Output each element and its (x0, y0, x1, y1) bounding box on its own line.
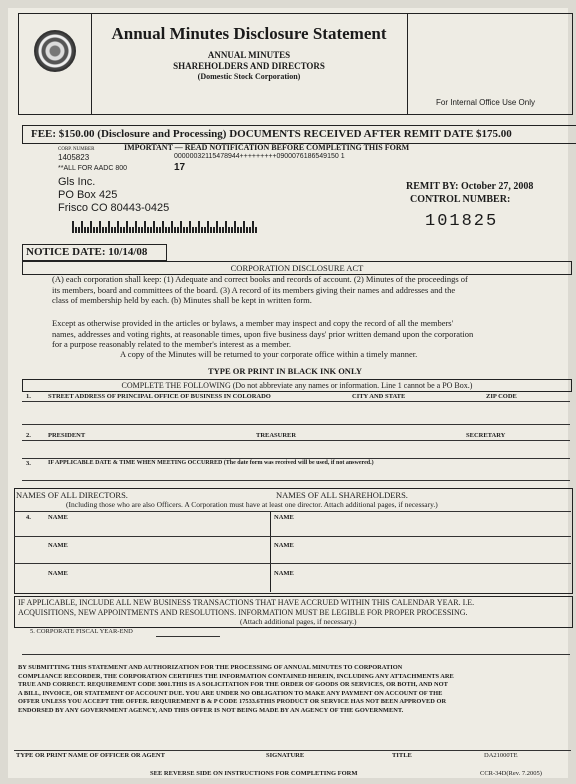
disclaimer-line: OFFER UNLESS YOU ACCEPT THE OFFER. REQUIREMENT B & P CODE 17533.6THIS PRODUCT OR SERVICE HAS NOT BEEN APPROVED OR (18, 698, 447, 705)
remit-by: REMIT BY: October 27, 2008 (406, 181, 534, 192)
barcode-bar (177, 227, 179, 233)
names-header-rule (14, 511, 571, 512)
barcode-bar (201, 227, 203, 233)
shareholder-name-input[interactable] (272, 521, 568, 535)
addressee-street: PO Box 425 (58, 189, 118, 201)
fee-banner: FEE: $150.00 (Disclosure and Processing) DOCUMENTS RECEIVED AFTER REMIT DATE $175.00 (22, 125, 576, 144)
form-subtitle-2: SHAREHOLDERS AND DIRECTORS (173, 61, 325, 71)
street-address-label: STREET ADDRESS OF PRINCIPAL OFFICE OF BUSINESS IN COLORADO (48, 393, 271, 400)
except-body (52, 318, 572, 350)
corp-number: 1405823 (58, 153, 90, 162)
shareholder-name-label: NAME (274, 570, 294, 577)
president-label: PRESIDENT (48, 432, 86, 439)
important-notice: IMPORTANT — READ NOTIFICATION BEFORE COMPLETING THIS FORM (124, 143, 410, 152)
meeting-date-label: IF APPLICABLE DATE & TIME WHEN MEETING OCCURRED (The date form was received will be used, if not answered.) (48, 460, 374, 466)
shareholder-name-input[interactable] (272, 577, 568, 590)
aadc-number: 17 (174, 162, 186, 173)
form-revision: CCR-34D(Rev. 7.2005) (480, 770, 542, 777)
office-use-label: For Internal Office Use Only (436, 98, 535, 107)
barcode-bar (240, 227, 242, 233)
barcode-bar (153, 221, 155, 233)
barcode-bar (243, 221, 245, 233)
control-number-label: CONTROL NUMBER: (410, 194, 511, 205)
disclaimer-line: A BILL, INVOICE, OR STATEMENT OF ACCOUNT DUE. YOU ARE UNDER NO OBLIGATION TO MAKE ANY PAYMENT ON ACCOUNT OF THE (18, 689, 443, 697)
names-note: (Including those who are also Officers. A Corporation must have at least one director. Attach additional pages, if necessary.) (66, 500, 438, 509)
barcode-bar (162, 221, 164, 233)
signature-label: SIGNATURE (266, 752, 305, 759)
form-subtitle-1: ANNUAL MINUTES (207, 50, 291, 60)
barcode-bar (186, 227, 188, 233)
barcode-bar (120, 227, 122, 233)
director-name-input[interactable] (16, 549, 268, 561)
title-label: TITLE (392, 752, 412, 759)
director-name-label: NAME (48, 570, 68, 577)
barcode-bar (195, 227, 197, 233)
barcode-bar (102, 227, 104, 233)
line-2-number: 2. (26, 432, 31, 439)
complete-instructions: COMPLETE THE FOLLOWING (Do not abbreviate any names or information. Line 1 cannot be a PO Box.) (22, 379, 572, 392)
form-title: Annual Minutes Disclosure Statement (111, 24, 387, 43)
barcode-bar (216, 221, 218, 233)
barcode-bar (147, 227, 149, 233)
barcode-bar (168, 227, 170, 233)
form-subtitle-3: (Domestic Stock Corporation) (197, 72, 301, 81)
barcode-bar (189, 221, 191, 233)
line-1-top-rule (22, 401, 570, 402)
barcode-bar (246, 227, 248, 233)
names-row-rule (14, 563, 571, 564)
barcode-bar (255, 227, 257, 233)
barcode-bar (96, 227, 98, 233)
director-name-input[interactable] (16, 521, 268, 535)
barcode-bar (210, 227, 212, 233)
line-1-number: 1. (26, 393, 31, 400)
barcode-bar (87, 227, 89, 233)
officer-name-label: TYPE OR PRINT NAME OF OFFICER OR AGENT (16, 752, 165, 759)
form-code: DA21000TE (484, 752, 518, 759)
postal-barcode (72, 221, 284, 233)
barcode-bar (231, 227, 233, 233)
aadc-line: **ALL FOR AADC 800 (58, 165, 127, 172)
director-name-label: NAME (48, 514, 68, 521)
transactions-line: ACQUISITIONS, NEW APPOINTMENTS AND RESOLUTIONS. INFORMATION MUST BE LEGIBLE FOR PROPER PROCESSING. (18, 607, 468, 617)
barcode-bar (237, 227, 239, 233)
barcode-bar (204, 227, 206, 233)
addressee-name: Gls Inc. (58, 176, 96, 188)
line-1-rule (22, 424, 570, 425)
seal-box (19, 14, 92, 114)
barcode-bar (198, 221, 200, 233)
barcode-bar (81, 221, 83, 233)
meeting-date-input[interactable] (22, 468, 570, 478)
barcode-bar (126, 221, 128, 233)
barcode-bar (252, 221, 254, 233)
signature-rule (14, 750, 571, 751)
barcode-bar (156, 227, 158, 233)
barcode-bar (234, 221, 236, 233)
director-name-label: NAME (48, 542, 68, 549)
control-number: 101825 (425, 212, 499, 231)
directors-header: NAMES OF ALL DIRECTORS. (16, 490, 128, 500)
line-2-top-rule (22, 440, 570, 441)
transactions-line: IF APPLICABLE, INCLUDE ALL NEW BUSINESS TRANSACTIONS THAT HAVE ACCRUED WITHIN THIS CALENDAR YEAR. I.E. (18, 598, 475, 607)
barcode-bar (213, 227, 215, 233)
barcode-bar (135, 221, 137, 233)
fiscal-year-label: 5. CORPORATE FISCAL YEAR-END (30, 628, 133, 635)
except-line: Except as otherwise provided in the articles or bylaws, a member may inspect and copy the record of all the members' (52, 318, 454, 328)
barcode-bar (123, 227, 125, 233)
except-line: for a purpose reasonably related to the member's interest as a member. (52, 339, 291, 349)
fiscal-year-rule (22, 654, 570, 655)
barcode-bar (90, 221, 92, 233)
names-divider (270, 511, 271, 592)
form-page (8, 8, 568, 778)
barcode-bar (111, 227, 113, 233)
barcode-bar (72, 221, 74, 233)
barcode-bar (249, 227, 251, 233)
names-row-rule (14, 536, 571, 537)
shareholder-name-label: NAME (274, 514, 294, 521)
officers-input[interactable] (22, 442, 570, 456)
shareholders-header: NAMES OF ALL SHAREHOLDERS. (276, 490, 408, 500)
copy-line: A copy of the Minutes will be returned to your corporate office within a timely manner. (120, 349, 418, 359)
zip-label: ZIP CODE (486, 393, 517, 400)
barcode-bar (165, 227, 167, 233)
disclaimer (18, 664, 566, 715)
office-use-box (407, 14, 573, 114)
barcode-bar (219, 227, 221, 233)
barcode-bar (93, 227, 95, 233)
director-name-input[interactable] (16, 577, 268, 590)
form-header (18, 13, 573, 115)
barcode-bar (171, 221, 173, 233)
transactions-line: (Attach additional pages, if necessary.) (240, 617, 357, 626)
barcode-bar (75, 227, 77, 233)
act-line: class of membership held by each. (b) Minutes shall be kept in written form. (52, 295, 312, 305)
officer-name-input[interactable] (14, 726, 254, 748)
barcode-bar (192, 227, 194, 233)
disclaimer-line: TRUE AND CORRECT. REQUIREMENT CODE 3001.THIS IS A SOLICITATION FOR THE ORDER OF GOODS OR SERVICES, OR BOTH, AND NOT (18, 681, 448, 688)
barcode-bar (183, 227, 185, 233)
act-body (52, 274, 572, 306)
disclaimer-line: BY SUBMITTING THIS STATEMENT AND AUTHORIZATION FOR THE PROCESSING OF ANNUAL MINUTES TO CORPORATION (18, 664, 403, 671)
seal-icon (34, 30, 76, 72)
street-address-input[interactable] (22, 403, 570, 423)
code-line: 00000032115478944+++++++++0900076186549150 1 (174, 153, 345, 160)
except-line: names, addresses and voting rights, at reasonable times, upon five business days' prior written demand upon the corporation (52, 328, 474, 339)
disclaimer-line: COMPLIANCE RECORDER, THE CORPORATION CERTIFIES THE INFORMATION CONTAINED HEREIN, INCLUDING ANY ATTACHMENTS ARE (18, 672, 454, 680)
line-3-number: 3. (26, 460, 31, 467)
act-line: (A) each corporation shall keep: (1) Adequate and correct books and records of account. (2) Minutes of the proceedings of (52, 274, 468, 284)
fiscal-year-input[interactable] (156, 636, 220, 637)
barcode-bar (114, 227, 116, 233)
barcode-bar (141, 227, 143, 233)
barcode-bar (225, 221, 227, 233)
city-state-label: CITY AND STATE (352, 393, 406, 400)
notice-date: NOTICE DATE: 10/14/08 (22, 244, 167, 261)
barcode-bar (180, 221, 182, 233)
barcode-bar (108, 221, 110, 233)
line-4-number: 4. (26, 514, 31, 521)
barcode-bar (207, 221, 209, 233)
secretary-label: SECRETARY (466, 432, 506, 439)
disclaimer-line: ENDORSED BY ANY GOVERNMENT AGENCY, AND THIS OFFER IS NOT BEING MADE BY AN AGENCY OF THE GOVERNMENT. (18, 706, 404, 714)
line-3-rule (22, 480, 570, 481)
act-line: its members, board and committees of the board. (3) A record of its members giving their names and addresses and the (52, 284, 456, 295)
barcode-bar (228, 227, 230, 233)
type-print-note: TYPE OR PRINT IN BLACK INK ONLY (208, 366, 362, 376)
reverse-side-note: SEE REVERSE SIDE ON INSTRUCTIONS FOR COMPLETING FORM (150, 770, 358, 777)
act-title: CORPORATION DISCLOSURE ACT (22, 261, 572, 275)
shareholder-name-label: NAME (274, 542, 294, 549)
barcode-bar (159, 227, 161, 233)
barcode-bar (84, 227, 86, 233)
barcode-bar (78, 227, 80, 233)
line-2-rule (22, 458, 570, 459)
barcode-bar (222, 227, 224, 233)
barcode-bar (174, 227, 176, 233)
treasurer-label: TREASURER (256, 432, 297, 439)
barcode-bar (105, 227, 107, 233)
signature-input[interactable] (262, 726, 382, 748)
title-input[interactable] (392, 726, 482, 748)
barcode-bar (138, 227, 140, 233)
corp-number-label: CORP. NUMBER (58, 147, 95, 152)
barcode-bar (150, 227, 152, 233)
barcode-bar (144, 221, 146, 233)
barcode-bar (99, 221, 101, 233)
barcode-bar (117, 221, 119, 233)
barcode-bar (129, 227, 131, 233)
addressee-city: Frisco CO 80443-0425 (58, 202, 170, 214)
barcode-bar (132, 227, 134, 233)
shareholder-name-input[interactable] (272, 549, 568, 561)
